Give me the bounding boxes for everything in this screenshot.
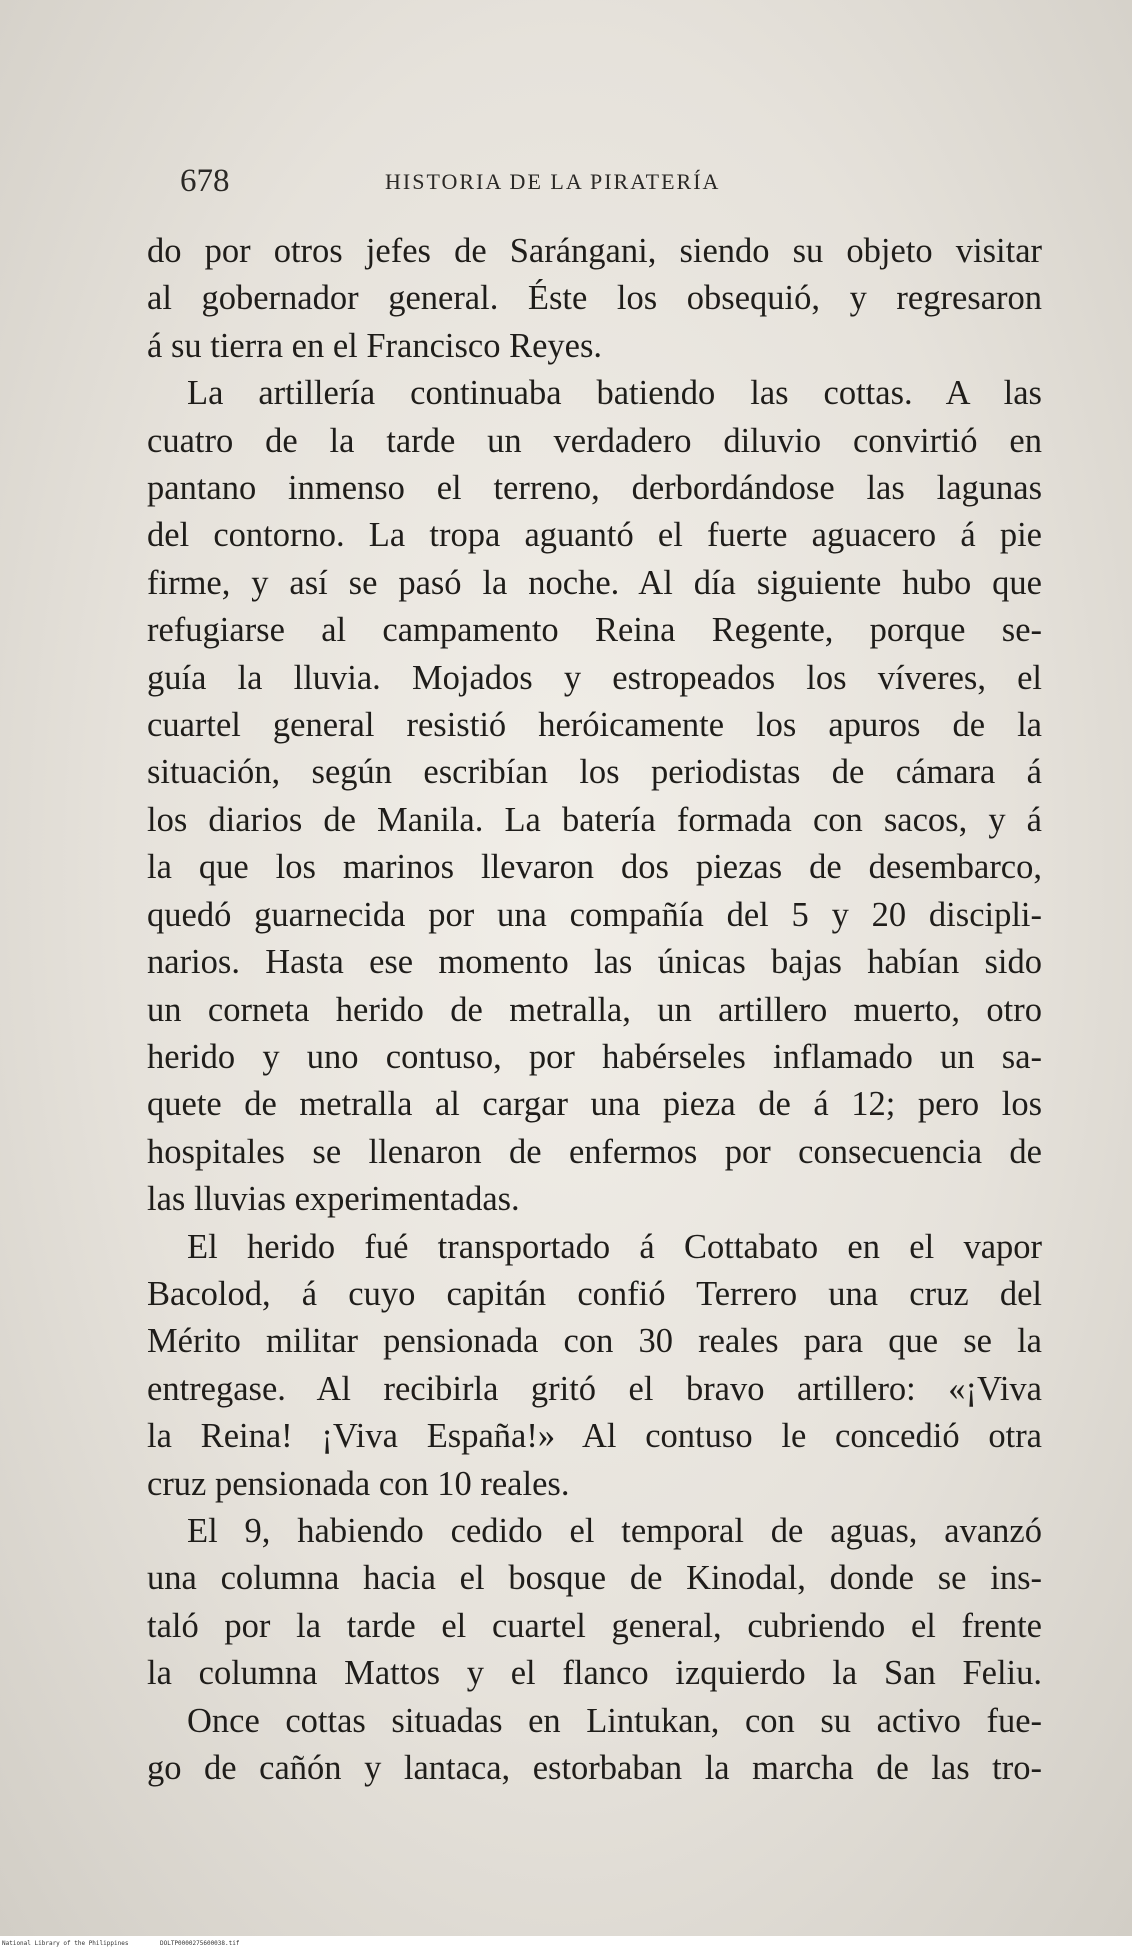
text-line: la columna Mattos y el flanco izquierdo la San Feliu.: [147, 1654, 1042, 1693]
text-line: Once cottas situadas en Lintukan, con su activo fue-: [187, 1701, 1042, 1740]
text-line: una columna hacia el bosque de Kinodal, donde se ins-: [147, 1559, 1042, 1598]
text-line: cuartel general resistió heróicamente los apuros de la: [147, 706, 1042, 745]
running-head: HISTORIA DE LA PIRATERÍA: [385, 169, 721, 194]
text-line: cruz pensionada con 10 reales.: [147, 1464, 570, 1503]
text-line: La artillería continuaba batiendo las cottas. A las: [187, 374, 1042, 413]
text-line: Bacolod, á cuyo capitán confió Terrero una cruz del: [147, 1274, 1042, 1313]
paragraph-1: [147, 228, 1042, 370]
text-line: guía la lluvia. Mojados y estropeados los víveres, el: [147, 658, 1042, 697]
text-line: herido y uno contuso, por habérseles inflamado un sa-: [147, 1037, 1042, 1076]
paragraph-2: [147, 370, 1042, 1223]
text-line: narios. Hasta ese momento las únicas bajas habían sido: [147, 943, 1042, 982]
paragraph-3: [147, 1224, 1042, 1508]
text-line: los diarios de Manila. La batería formada con sacos, y á: [147, 800, 1042, 839]
text-line: quedó guarnecida por una compañía del 5 y 20 discipli-: [147, 895, 1042, 934]
text-line: la Reina! ¡Viva España!» Al contuso le concedió otra: [147, 1417, 1042, 1456]
page-number: 678: [180, 163, 230, 199]
text-line: refugiarse al campamento Reina Regente, porque se-: [147, 611, 1042, 650]
text-line: entregase. Al recibirla gritó el bravo artillero: «¡Viva: [147, 1369, 1042, 1408]
text-line: firme, y así se pasó la noche. Al día siguiente hubo que: [147, 563, 1042, 602]
text-line: un corneta herido de metralla, un artillero muerto, otro: [147, 990, 1042, 1029]
text-line: cuatro de la tarde un verdadero diluvio convirtió en: [147, 421, 1042, 460]
paragraph-5: [147, 1698, 1042, 1793]
text-line: hospitales se llenaron de enfermos por consecuencia de: [147, 1132, 1042, 1171]
text-line: situación, según escribían los periodistas de cámara á: [147, 753, 1042, 792]
text-line: Mérito militar pensionada con 30 reales para que se la: [147, 1322, 1042, 1361]
paragraph-4: [147, 1508, 1042, 1698]
text-line: taló por la tarde el cuartel general, cubriendo el frente: [147, 1606, 1042, 1645]
text-line: pantano inmenso el terreno, derbordándose las lagunas: [147, 469, 1042, 508]
text-line: do por otros jefes de Sarángani, siendo su objeto visitar: [147, 232, 1042, 270]
text-line: las lluvias experimentadas.: [147, 1180, 520, 1219]
text-line: go de cañón y lantaca, estorbaban la marcha de las tro-: [147, 1749, 1042, 1787]
text-line: El 9, habiendo cedido el temporal de aguas, avanzó: [187, 1511, 1042, 1550]
text-line: á su tierra en el Francisco Reyes.: [147, 326, 603, 365]
file-id: DOLTP0000275600038.tif: [160, 1940, 240, 1947]
body-text: [147, 228, 1042, 1792]
scan-footer: [0, 1938, 1132, 1950]
text-line: del contorno. La tropa aguantó el fuerte aguacero á pie: [147, 516, 1042, 555]
text-line: El herido fué transportado á Cottabato en el vapor: [187, 1227, 1042, 1266]
text-line: al gobernador general. Éste los obsequió, y regresaron: [147, 279, 1042, 318]
text-line: la que los marinos llevaron dos piezas de desembarco,: [147, 848, 1042, 887]
library-credit: National Library of the Philippines: [2, 1940, 129, 1947]
page-header: [180, 163, 780, 203]
text-line: quete de metralla al cargar una pieza de á 12; pero los: [147, 1085, 1042, 1124]
